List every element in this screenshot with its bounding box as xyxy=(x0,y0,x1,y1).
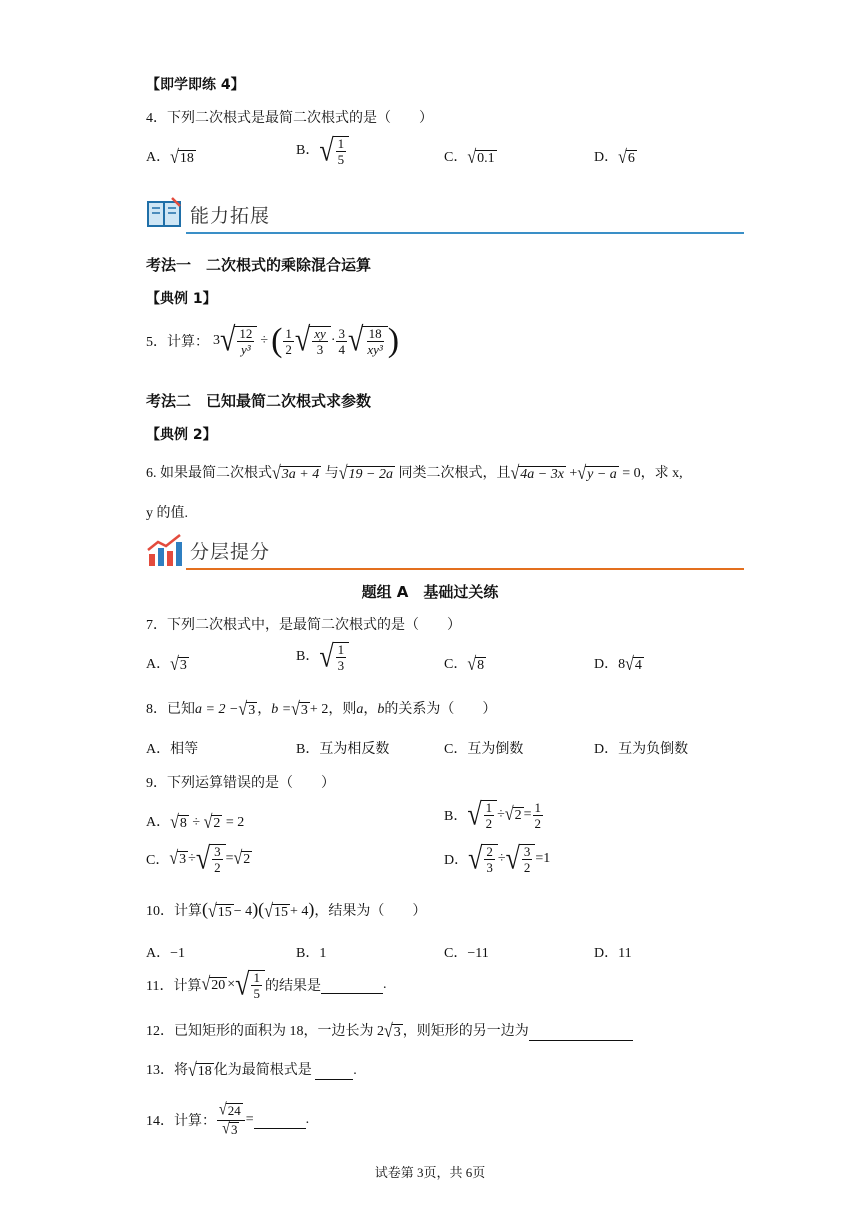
q4-option-d: D． √ 6 xyxy=(594,146,635,168)
method2-heading: 考法二 已知最简二次根式求参数 xyxy=(146,392,372,410)
group-a-heading: 题组 A 基础过关练 xyxy=(361,583,499,601)
banner-tiered xyxy=(146,526,744,570)
q11-answer-blank[interactable] xyxy=(321,977,383,994)
q9-option-a: A． √ 8 ÷ √ 2 = 2 xyxy=(146,811,245,833)
banner-tiered-title: 分层提分 xyxy=(190,541,271,563)
banner-ability-rule xyxy=(186,232,744,234)
banner-ability-title: 能力拓展 xyxy=(190,205,271,227)
q9-option-c: C． √ 3 ÷ √ $\frac{3}{2}$ = √ 2 xyxy=(146,841,251,876)
q10-stem: 10．计算( √ 15 − 4)( √ 15 + 4)，结果为（ ） xyxy=(146,899,427,922)
q7-option-a: A． √ 3 xyxy=(146,653,187,675)
q8-option-b: B．互为相反数 xyxy=(296,742,390,757)
q9-option-d: D． √ $\frac{2}{3}$ ÷ √ $\frac{3}{2}$ = 1 xyxy=(444,841,551,876)
q13-stem: 13．将 √ 18 化为最简根式是 . xyxy=(146,1059,357,1081)
q7-option-b: B． √ $\frac{1}{3}$ xyxy=(296,642,349,672)
q8-option-c: C．互为倒数 xyxy=(444,742,524,757)
q10-option-b: B．1 xyxy=(296,946,327,961)
growth-chart-icon xyxy=(146,532,184,568)
q4-option-a: A． √ 18 xyxy=(146,146,194,168)
q8-option-a: A．相等 xyxy=(146,742,199,757)
q6-line2: y 的值. xyxy=(146,506,188,521)
q4-stem: 4．下列二次根式是最简二次根式的是（ ） xyxy=(146,111,433,126)
q10-option-c: C．−11 xyxy=(444,946,489,961)
q11-stem: 11．计算 √ 20 × √ $\frac{1}{5}$ 的结果是 . xyxy=(146,967,387,1002)
method1-heading: 考法一 二次根式的乘除混合运算 xyxy=(146,256,372,274)
q4-option-b: B． √ $\frac{1}{5}$ xyxy=(296,136,349,166)
page-footer: 试卷第 3页，共 6页 xyxy=(374,1165,486,1180)
q13-answer-blank[interactable] xyxy=(315,1063,353,1080)
q6-line1: 6. 如果最简二次根式 √ 3a + 4 与 √ 19 − 2a 同类二次根式，且 √ 4a − 3x + √ y − a = 0，求 x, xyxy=(146,462,683,484)
q7-stem: 7．下列二次根式中，是最简二次根式的是（ ） xyxy=(146,618,461,633)
q9-option-b: B． √ $\frac{1}{2}$ ÷ √ 2 = $\frac{1}{2}$ xyxy=(444,797,541,832)
example2-heading: 【典例 2】 xyxy=(146,427,217,443)
example1-heading: 【典例 1】 xyxy=(146,291,217,307)
q4-option-c: C． √ 0.1 xyxy=(444,146,495,168)
practice-heading: 【即学即练 4】 xyxy=(146,77,245,93)
banner-ability xyxy=(146,190,744,234)
q10-option-d: D．11 xyxy=(594,946,632,961)
q10-option-a: A．−1 xyxy=(146,946,186,961)
q12-answer-blank[interactable] xyxy=(529,1024,633,1041)
banner-tiered-rule xyxy=(186,568,744,570)
q9-stem: 9．下列运算错误的是（ ） xyxy=(146,776,335,791)
q5-expression: 5．计算： 3 √ $\frac{12}{\text{y³}}$ ÷ ( $\frac{1}{2}$ √ $\frac{xy}{3}$ · $\frac{3}{4}$ √ $\frac{18}{\text{xy³}}$ ) xyxy=(146,321,400,359)
q14-answer-blank[interactable] xyxy=(254,1112,306,1129)
book-icon xyxy=(146,196,184,232)
q7-option-c: C． √ 8 xyxy=(444,653,485,675)
q7-option-d: D．8 √ 4 xyxy=(594,653,642,675)
q8-option-d: D．互为负倒数 xyxy=(594,742,689,757)
q14-stem: 14．计算： √ 24 √ 3 = . xyxy=(146,1101,310,1139)
q12-stem: 12．已知矩形的面积为 18，一边长为 2 √ 3 ，则矩形的另一边为 xyxy=(146,1020,633,1041)
q8-stem: 8．已知a = 2 − √ 3 ，b = √ 3 + 2，则a，b的关系为（ ） xyxy=(146,698,497,720)
